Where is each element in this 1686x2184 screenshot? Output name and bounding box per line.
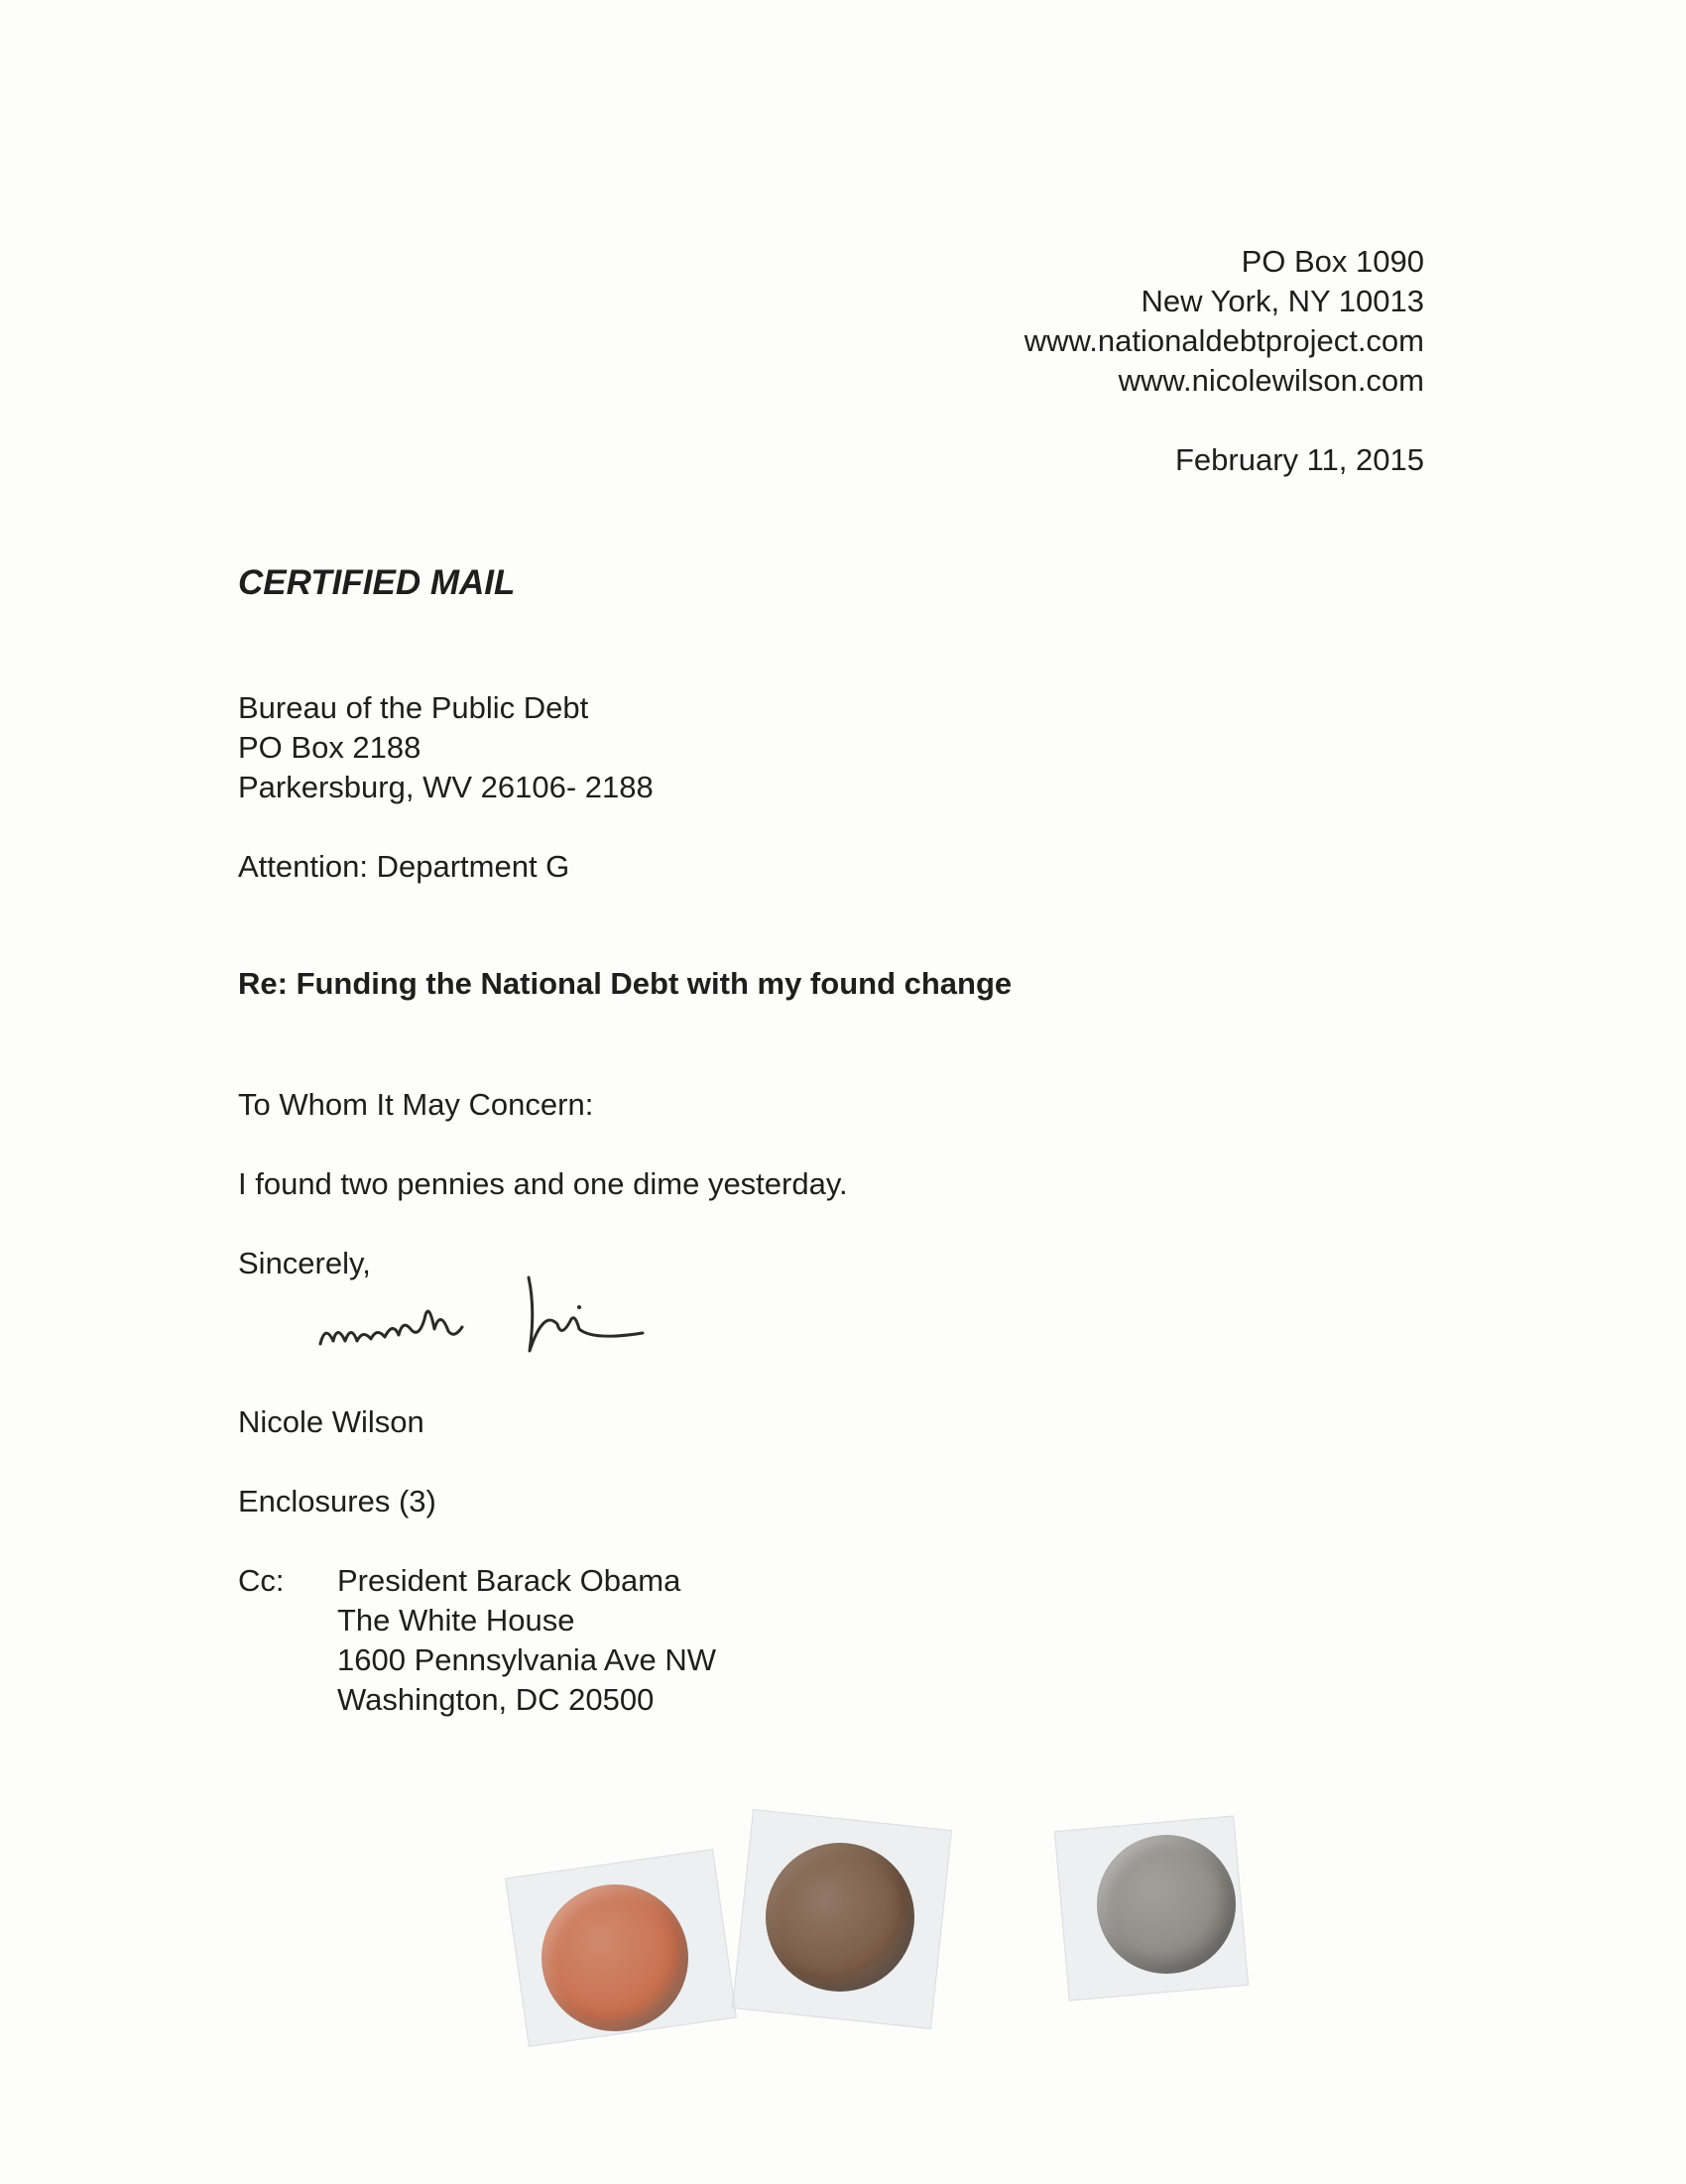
cc-street: 1600 Pennsylvania Ave NW <box>337 1642 716 1677</box>
cc-organization: The White House <box>337 1603 575 1638</box>
recipient-address <box>238 688 654 807</box>
recipient-po-box: PO Box 2188 <box>238 730 422 765</box>
sender-city: New York, NY 10013 <box>1141 284 1424 318</box>
cc-label: Cc: <box>238 1563 285 1598</box>
cc-address <box>337 1561 716 1720</box>
sender-po-box: PO Box 1090 <box>1241 244 1424 279</box>
handwritten-signature <box>315 1270 672 1379</box>
penny-coin-old <box>766 1843 914 1992</box>
attention-line: Attention: Department G <box>238 849 570 884</box>
recipient-name: Bureau of the Public Debt <box>238 690 589 725</box>
cc-city: Washington, DC 20500 <box>337 1682 655 1717</box>
closing: Sincerely, <box>238 1246 371 1280</box>
dime-coin <box>1097 1835 1236 1974</box>
certified-mail-label: CERTIFIED MAIL <box>238 563 516 602</box>
enclosures-line: Enclosures (3) <box>238 1484 436 1518</box>
letter-date: February 11, 2015 <box>1174 442 1424 477</box>
signer-name: Nicole Wilson <box>238 1404 424 1439</box>
salutation: To Whom It May Concern: <box>238 1087 594 1122</box>
cc-name: President Barack Obama <box>337 1563 681 1598</box>
subject-line: Re: Funding the National Debt with my found change <box>238 966 1013 1001</box>
sender-address <box>1024 242 1424 401</box>
body-text: I found two pennies and one dime yesterday. <box>238 1166 848 1201</box>
recipient-city: Parkersburg, WV 26106- 2188 <box>238 770 654 804</box>
sender-website-1: www.nationaldebtproject.com <box>1024 323 1424 358</box>
sender-website-2: www.nicolewilson.com <box>1118 363 1424 398</box>
penny-coin-new <box>542 1884 688 2031</box>
